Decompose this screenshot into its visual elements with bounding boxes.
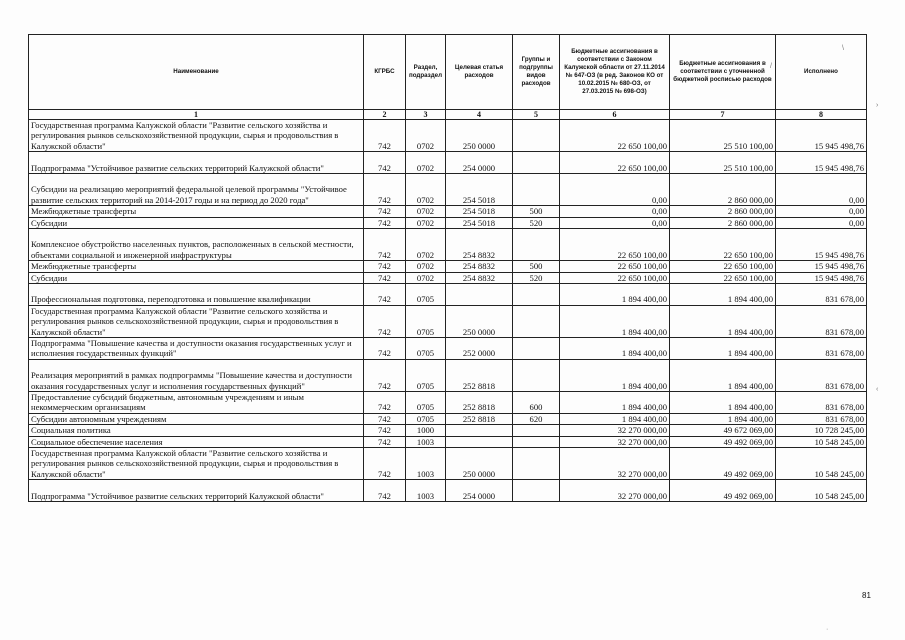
row-plan-amount: 1 894 400,00 xyxy=(670,284,776,306)
column-number: 5 xyxy=(513,110,560,120)
row-group xyxy=(513,229,560,261)
table-row xyxy=(29,305,867,337)
row-plan-amount: 1 894 400,00 xyxy=(670,305,776,337)
row-executed-amount: 831 678,00 xyxy=(776,284,867,306)
row-executed-amount: 10 728 245,00 xyxy=(776,425,867,436)
row-group xyxy=(513,305,560,337)
row-law-amount: 22 650 100,00 xyxy=(560,120,670,152)
row-name: Субсидии автономным учреждениям xyxy=(29,413,364,424)
scan-mark: · xyxy=(826,626,829,633)
row-target xyxy=(446,425,513,436)
header-kgrbs: КГРБС xyxy=(364,35,406,110)
row-law-amount: 0,00 xyxy=(560,174,670,206)
row-name: Профессиональная подготовка, переподготовка и повышение квалификации xyxy=(29,284,364,306)
row-section: 1003 xyxy=(406,480,446,502)
row-group: 500 xyxy=(513,261,560,272)
row-executed-amount: 15 945 498,76 xyxy=(776,152,867,174)
row-plan-amount: 2 860 000,00 xyxy=(670,206,776,217)
table-body xyxy=(29,120,867,502)
table-row xyxy=(29,448,867,480)
row-name: Субсидии xyxy=(29,272,364,283)
row-target: 254 8832 xyxy=(446,272,513,283)
row-law-amount: 1 894 400,00 xyxy=(560,413,670,424)
row-plan-amount: 49 492 069,00 xyxy=(670,436,776,447)
row-plan-amount: 49 492 069,00 xyxy=(670,480,776,502)
row-executed-amount: 0,00 xyxy=(776,217,867,228)
row-kgrbs: 742 xyxy=(364,261,406,272)
row-kgrbs: 742 xyxy=(364,229,406,261)
row-kgrbs: 742 xyxy=(364,425,406,436)
row-target: 250 0000 xyxy=(446,305,513,337)
row-executed-amount: 15 945 498,76 xyxy=(776,120,867,152)
table-row xyxy=(29,436,867,447)
budget-table xyxy=(28,34,867,502)
column-number: 4 xyxy=(446,110,513,120)
row-executed-amount: 831 678,00 xyxy=(776,359,867,391)
row-kgrbs: 742 xyxy=(364,448,406,480)
row-target: 254 5018 xyxy=(446,206,513,217)
row-target: 254 8832 xyxy=(446,229,513,261)
row-executed-amount: 831 678,00 xyxy=(776,413,867,424)
row-name: Подпрограмма "Устойчивое развитие сельских территорий Калужской области" xyxy=(29,152,364,174)
row-law-amount: 1 894 400,00 xyxy=(560,338,670,360)
row-group xyxy=(513,448,560,480)
row-kgrbs: 742 xyxy=(364,305,406,337)
row-section: 0705 xyxy=(406,392,446,414)
row-target xyxy=(446,436,513,447)
table-row xyxy=(29,272,867,283)
row-name: Комплексное обустройство населенных пунктов, расположенных в сельской местности, объектами социальной и инженерной инфраструктуры xyxy=(29,229,364,261)
table-row xyxy=(29,284,867,306)
row-section: 0705 xyxy=(406,338,446,360)
row-group xyxy=(513,120,560,152)
table-row xyxy=(29,425,867,436)
row-kgrbs: 742 xyxy=(364,359,406,391)
row-target: 252 8818 xyxy=(446,392,513,414)
row-law-amount: 32 270 000,00 xyxy=(560,425,670,436)
header-plan: Бюджетные ассигнования в соответствии с уточненной бюджетной росписью расходов xyxy=(670,35,776,110)
row-executed-amount: 10 548 245,00 xyxy=(776,436,867,447)
row-law-amount: 1 894 400,00 xyxy=(560,392,670,414)
header-target: Целевая статья расходов xyxy=(446,35,513,110)
row-executed-amount: 0,00 xyxy=(776,206,867,217)
row-group: 620 xyxy=(513,413,560,424)
row-target: 252 0000 xyxy=(446,338,513,360)
row-kgrbs: 742 xyxy=(364,392,406,414)
row-law-amount: 1 894 400,00 xyxy=(560,284,670,306)
row-group xyxy=(513,480,560,502)
row-law-amount: 0,00 xyxy=(560,217,670,228)
row-name: Государственная программа Калужской области "Развитие сельского хозяйства и регулирования рынков сельскохозяйственной продукции, сырья и продовольствия в Калужской области" xyxy=(29,120,364,152)
row-kgrbs: 742 xyxy=(364,272,406,283)
column-number: 6 xyxy=(560,110,670,120)
row-law-amount: 22 650 100,00 xyxy=(560,229,670,261)
table-row xyxy=(29,206,867,217)
header-law: Бюджетные ассигнования в соответствии с Законом Калужской области от 27.11.2014 № 647-ОЗ (в ред. Законов КО от 10.02.2015 № 680-ОЗ, от 27.03.2015 № 698-ОЗ) xyxy=(560,35,670,110)
row-target xyxy=(446,284,513,306)
row-target: 254 5018 xyxy=(446,217,513,228)
row-section: 0705 xyxy=(406,284,446,306)
row-kgrbs: 742 xyxy=(364,413,406,424)
row-law-amount: 22 650 100,00 xyxy=(560,272,670,283)
row-section: 0705 xyxy=(406,305,446,337)
page-number: 81 xyxy=(862,591,871,600)
row-plan-amount: 2 860 000,00 xyxy=(670,174,776,206)
table-row xyxy=(29,392,867,414)
row-plan-amount: 22 650 100,00 xyxy=(670,261,776,272)
row-plan-amount: 1 894 400,00 xyxy=(670,392,776,414)
row-target: 254 0000 xyxy=(446,152,513,174)
row-executed-amount: 15 945 498,76 xyxy=(776,229,867,261)
table-row xyxy=(29,217,867,228)
row-executed-amount: 0,00 xyxy=(776,174,867,206)
row-group: 600 xyxy=(513,392,560,414)
row-plan-amount: 1 894 400,00 xyxy=(670,359,776,391)
table-row xyxy=(29,480,867,502)
row-section: 0705 xyxy=(406,413,446,424)
row-plan-amount: 22 650 100,00 xyxy=(670,229,776,261)
row-kgrbs: 742 xyxy=(364,120,406,152)
row-section: 1003 xyxy=(406,448,446,480)
row-name: Социальное обеспечение населения xyxy=(29,436,364,447)
row-kgrbs: 742 xyxy=(364,206,406,217)
row-target: 254 5018 xyxy=(446,174,513,206)
row-section: 0702 xyxy=(406,272,446,283)
scan-mark: ‹ xyxy=(876,386,879,393)
table-row xyxy=(29,120,867,152)
row-executed-amount: 10 548 245,00 xyxy=(776,448,867,480)
table-row xyxy=(29,338,867,360)
row-plan-amount: 22 650 100,00 xyxy=(670,272,776,283)
row-section: 0702 xyxy=(406,206,446,217)
row-name: Подпрограмма "Устойчивое развитие сельских территорий Калужской области" xyxy=(29,480,364,502)
row-law-amount: 0,00 xyxy=(560,206,670,217)
row-section: 0702 xyxy=(406,217,446,228)
column-number: 3 xyxy=(406,110,446,120)
row-target: 250 0000 xyxy=(446,448,513,480)
table-header-row xyxy=(29,35,867,110)
row-target: 252 8818 xyxy=(446,413,513,424)
row-section: 1000 xyxy=(406,425,446,436)
row-section: 0702 xyxy=(406,261,446,272)
row-law-amount: 22 650 100,00 xyxy=(560,152,670,174)
row-law-amount: 32 270 000,00 xyxy=(560,480,670,502)
column-number: 7 xyxy=(670,110,776,120)
row-name: Предоставление субсидий бюджетным, автономным учреждениям и иным некоммерческим организациям xyxy=(29,392,364,414)
row-executed-amount: 831 678,00 xyxy=(776,305,867,337)
row-executed-amount: 10 548 245,00 xyxy=(776,480,867,502)
column-number: 8 xyxy=(776,110,867,120)
row-group xyxy=(513,359,560,391)
header-done: Исполнено xyxy=(776,35,867,110)
row-plan-amount: 1 894 400,00 xyxy=(670,338,776,360)
table-row xyxy=(29,174,867,206)
row-group: 500 xyxy=(513,206,560,217)
row-group xyxy=(513,338,560,360)
row-group xyxy=(513,152,560,174)
header-section: Раздел, подраздел xyxy=(406,35,446,110)
row-name: Реализация мероприятий в рамках подпрограммы "Повышение качества и доступности оказания государственных услуг и исполнения государственных функций" xyxy=(29,359,364,391)
row-section: 0702 xyxy=(406,229,446,261)
row-plan-amount: 49 672 069,00 xyxy=(670,425,776,436)
row-law-amount: 1 894 400,00 xyxy=(560,305,670,337)
table-row xyxy=(29,229,867,261)
row-executed-amount: 831 678,00 xyxy=(776,338,867,360)
row-kgrbs: 742 xyxy=(364,217,406,228)
row-section: 0705 xyxy=(406,359,446,391)
row-name: Межбюджетные трансферты xyxy=(29,261,364,272)
row-group xyxy=(513,174,560,206)
row-section: 0702 xyxy=(406,152,446,174)
row-kgrbs: 742 xyxy=(364,174,406,206)
row-executed-amount: 15 945 498,76 xyxy=(776,261,867,272)
column-number: 1 xyxy=(29,110,364,120)
row-group xyxy=(513,284,560,306)
row-name: Межбюджетные трансферты xyxy=(29,206,364,217)
header-name: Наименование xyxy=(29,35,364,110)
row-plan-amount: 49 492 069,00 xyxy=(670,448,776,480)
table-row xyxy=(29,152,867,174)
row-target: 254 8832 xyxy=(446,261,513,272)
row-target: 254 0000 xyxy=(446,480,513,502)
row-group: 520 xyxy=(513,272,560,283)
row-name: Подпрограмма "Повышение качества и доступности оказания государственных услуг и исполнения государственных функций" xyxy=(29,338,364,360)
table-row xyxy=(29,261,867,272)
row-law-amount: 32 270 000,00 xyxy=(560,448,670,480)
row-plan-amount: 25 510 100,00 xyxy=(670,152,776,174)
row-name: Государственная программа Калужской области "Развитие сельского хозяйства и регулирования рынков сельскохозяйственной продукции, сырья и продовольствия в Калужской области" xyxy=(29,305,364,337)
row-law-amount: 1 894 400,00 xyxy=(560,359,670,391)
scan-mark: / xyxy=(770,63,772,70)
row-kgrbs: 742 xyxy=(364,436,406,447)
row-law-amount: 22 650 100,00 xyxy=(560,261,670,272)
row-name: Социальная политика xyxy=(29,425,364,436)
scan-mark: › xyxy=(876,102,879,109)
table-row xyxy=(29,413,867,424)
row-group xyxy=(513,425,560,436)
row-kgrbs: 742 xyxy=(364,338,406,360)
column-number: 2 xyxy=(364,110,406,120)
table-row xyxy=(29,359,867,391)
row-plan-amount: 25 510 100,00 xyxy=(670,120,776,152)
row-executed-amount: 831 678,00 xyxy=(776,392,867,414)
row-name: Субсидии xyxy=(29,217,364,228)
row-group: 520 xyxy=(513,217,560,228)
row-section: 0702 xyxy=(406,120,446,152)
row-law-amount: 32 270 000,00 xyxy=(560,436,670,447)
row-executed-amount: 15 945 498,76 xyxy=(776,272,867,283)
row-name: Государственная программа Калужской области "Развитие сельского хозяйства и регулирования рынков сельскохозяйственной продукции, сырья и продовольствия в Калужской области" xyxy=(29,448,364,480)
row-section: 0702 xyxy=(406,174,446,206)
row-target: 252 8818 xyxy=(446,359,513,391)
row-group xyxy=(513,436,560,447)
row-kgrbs: 742 xyxy=(364,152,406,174)
row-name: Субсидии на реализацию мероприятий федеральной целевой программы "Устойчивое развитие сельских территорий на 2014-2017 годы и на период до 2020 года" xyxy=(29,174,364,206)
row-section: 1003 xyxy=(406,436,446,447)
row-plan-amount: 2 860 000,00 xyxy=(670,217,776,228)
scan-mark: \ xyxy=(842,45,844,52)
column-number-row xyxy=(29,110,867,120)
row-kgrbs: 742 xyxy=(364,480,406,502)
row-target: 250 0000 xyxy=(446,120,513,152)
header-group: Группы и подгруппы видов расходов xyxy=(513,35,560,110)
row-kgrbs: 742 xyxy=(364,284,406,306)
row-plan-amount: 1 894 400,00 xyxy=(670,413,776,424)
